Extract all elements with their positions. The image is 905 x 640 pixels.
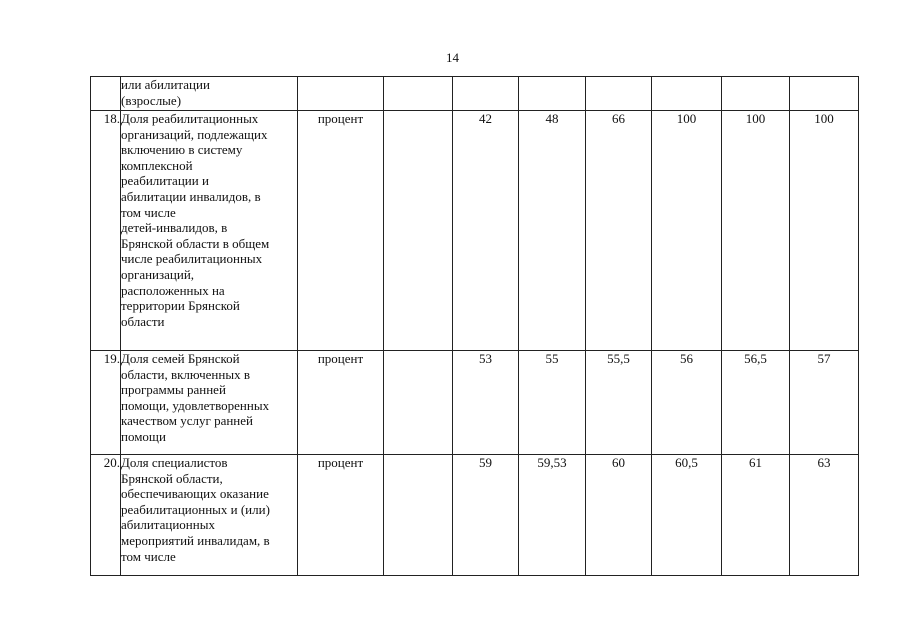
indicator-name-line: (взрослые) <box>121 92 182 108</box>
value-cell <box>384 455 453 576</box>
indicator-name-line: Доля семей Брянской <box>121 351 240 366</box>
value-cell: 66 <box>586 111 652 351</box>
value-cell <box>519 77 586 111</box>
indicator-name <box>121 455 298 576</box>
value-cell: 60 <box>586 455 652 576</box>
value-cell <box>652 77 722 111</box>
value-cell: 61 <box>722 455 790 576</box>
value-cell: 100 <box>722 111 790 351</box>
indicator-name-line: Доля специалистов <box>121 455 228 470</box>
indicator-name-line: помощи, удовлетворенных <box>121 397 270 413</box>
value-cell: 55,5 <box>586 351 652 455</box>
value-cell: 100 <box>652 111 722 351</box>
indicator-name-line: организаций, <box>121 266 195 282</box>
unit-cell <box>298 77 384 111</box>
indicator-name-line: комплексной <box>121 157 193 173</box>
indicator-name <box>121 111 298 351</box>
indicator-name-line: том числе <box>121 204 176 220</box>
table-row <box>91 351 859 455</box>
value-cell: 42 <box>453 111 519 351</box>
indicator-name-line: Доля реабилитационных <box>121 111 259 126</box>
indicator-name-line: территории Брянской <box>121 298 240 314</box>
table-row <box>91 455 859 576</box>
indicator-name-line: мероприятий инвалидам, в <box>121 532 270 548</box>
indicator-name <box>121 351 298 455</box>
unit-cell: процент <box>298 455 384 576</box>
value-cell: 56 <box>652 351 722 455</box>
indicator-name-line: или абилитации <box>121 77 210 92</box>
value-cell: 63 <box>790 455 859 576</box>
value-cell: 60,5 <box>652 455 722 576</box>
row-number: 18. <box>91 111 121 351</box>
indicator-name-line: области <box>121 313 165 329</box>
value-cell: 100 <box>790 111 859 351</box>
unit-cell: процент <box>298 111 384 351</box>
indicator-name-line: области, включенных в <box>121 366 250 382</box>
indicator-name-line: реабилитационных и (или) <box>121 501 270 517</box>
indicator-name-line: Брянской области в общем <box>121 235 270 251</box>
indicator-name-line: том числе <box>121 548 176 564</box>
indicator-name-line: качеством услуг ранней <box>121 413 253 429</box>
value-cell <box>586 77 652 111</box>
value-cell <box>384 111 453 351</box>
value-cell <box>790 77 859 111</box>
indicator-name-line: детей-инвалидов, в <box>121 220 228 236</box>
value-cell <box>722 77 790 111</box>
value-cell: 59 <box>453 455 519 576</box>
indicator-name-line: организаций, подлежащих <box>121 126 268 142</box>
indicator-name-line: расположенных на <box>121 282 225 298</box>
row-number: 19. <box>91 351 121 455</box>
indicator-name-line: числе реабилитационных <box>121 251 263 267</box>
value-cell: 59,53 <box>519 455 586 576</box>
row-number: 20. <box>91 455 121 576</box>
indicator-name-line: Брянской области, <box>121 470 223 486</box>
indicator-name-line: включению в систему <box>121 142 243 158</box>
value-cell: 55 <box>519 351 586 455</box>
indicator-name-line: обеспечивающих оказание <box>121 486 269 502</box>
row-number <box>91 77 121 111</box>
indicator-name-line: программы ранней <box>121 382 226 398</box>
page-number: 14 <box>446 50 459 65</box>
indicator-name-line: абилитационных <box>121 517 215 533</box>
value-cell <box>384 351 453 455</box>
value-cell: 57 <box>790 351 859 455</box>
unit-cell: процент <box>298 351 384 455</box>
indicators-table <box>90 76 859 576</box>
table-row <box>91 77 859 111</box>
indicator-name-line: реабилитации и <box>121 173 209 189</box>
value-cell: 48 <box>519 111 586 351</box>
value-cell <box>453 77 519 111</box>
value-cell <box>384 77 453 111</box>
indicator-name <box>121 77 298 111</box>
value-cell: 53 <box>453 351 519 455</box>
value-cell: 56,5 <box>722 351 790 455</box>
table-row <box>91 111 859 351</box>
indicator-name-line: помощи <box>121 428 166 444</box>
indicator-name-line: абилитации инвалидов, в <box>121 188 261 204</box>
